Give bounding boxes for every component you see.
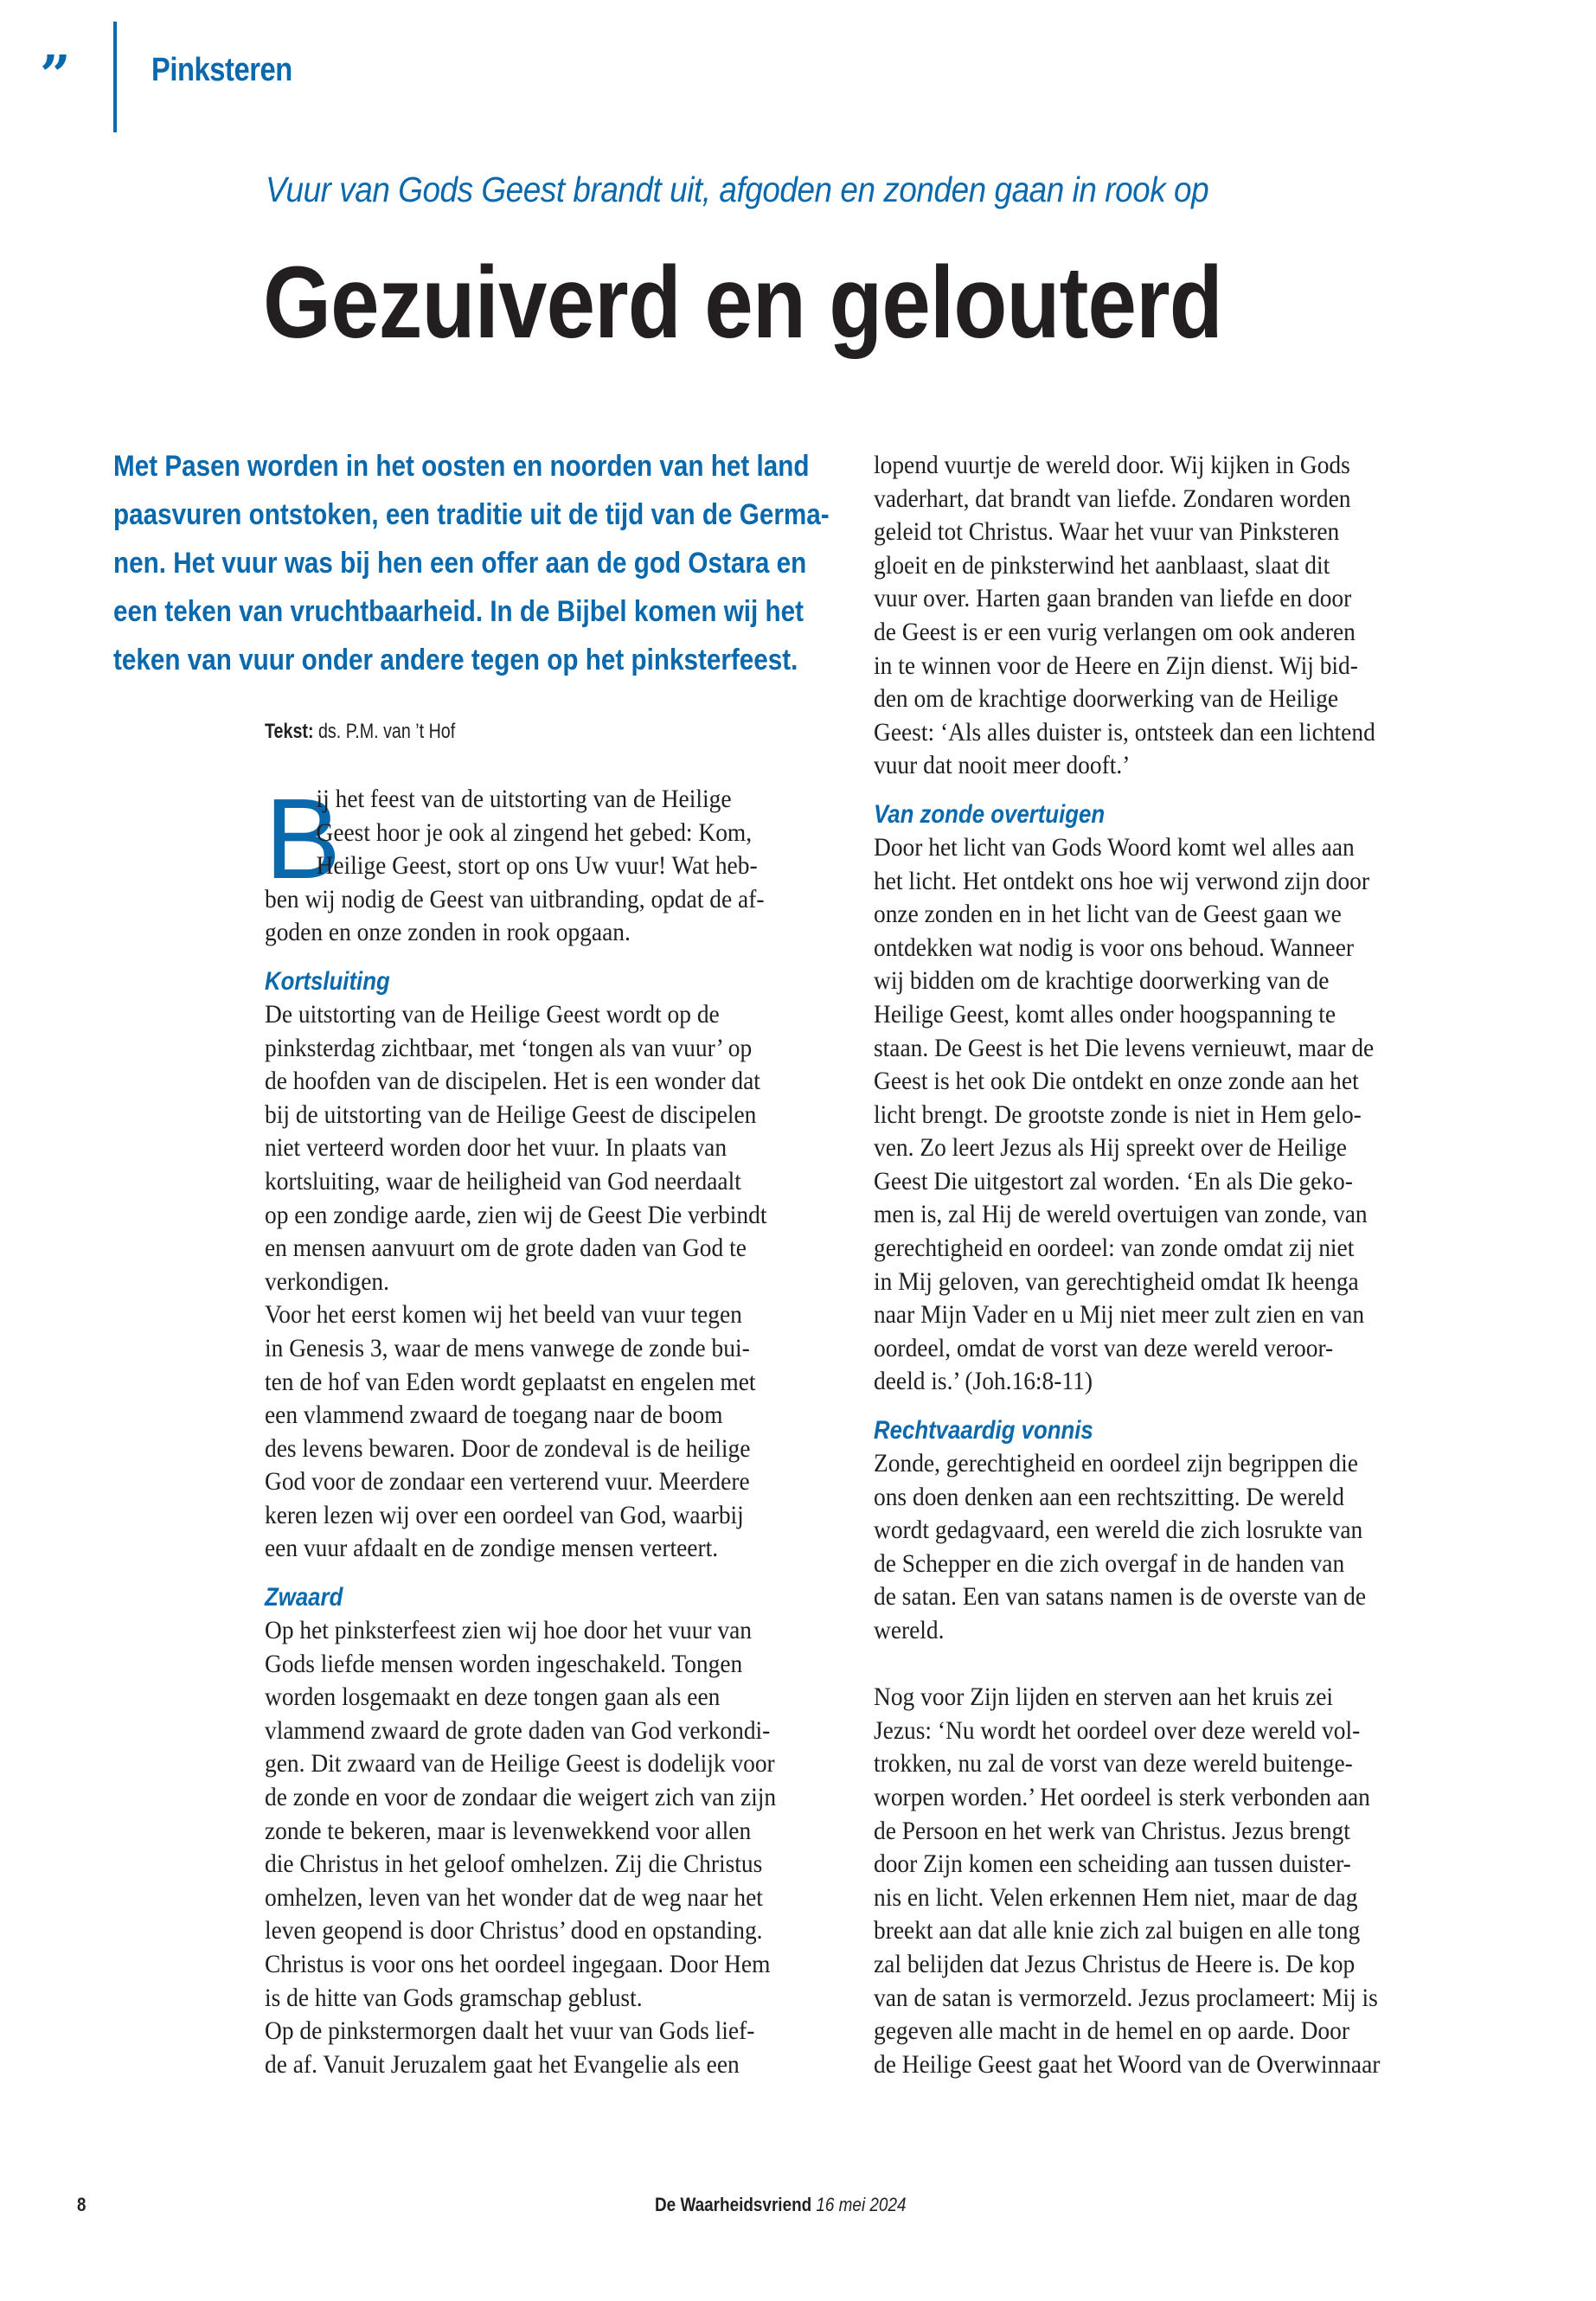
paragraph-line: bij de uitstorting van de Heilige Geest de discipelen — [265, 1100, 757, 1129]
paragraph-line: een vlammend zwaard de toegang naar de boom — [265, 1401, 723, 1430]
paragraph-line: door Zijn komen een scheiding aan tussen duister- — [874, 1850, 1351, 1879]
paragraph-line: Geest: ‘Als alles duister is, ontsteek dan een lichtend — [874, 718, 1375, 747]
paragraph-line: den om de krachtige doorwerking van de Heilige — [874, 685, 1339, 714]
paragraph-line: Door het licht van Gods Woord komt wel alles aan — [874, 833, 1355, 862]
paragraph-line: de zonde en voor de zondaar die weigert zich van zijn — [265, 1784, 777, 1812]
paragraph-line: verkondigen. — [265, 1267, 390, 1296]
paragraph-line: breekt aan dat alle knie zich zal buigen en alle tong — [874, 1917, 1361, 1945]
paragraph-line: naar Mijn Vader en u Mij niet meer zult zien en van — [874, 1301, 1365, 1330]
paragraph-line: Op de pinkstermorgen daalt het vuur van Gods lief- — [265, 2017, 755, 2046]
header-divider — [113, 22, 117, 132]
paragraph-line: in Mij geloven, van gerechtigheid omdat Ik heenga — [874, 1267, 1359, 1296]
section-heading: Zwaard — [265, 1583, 343, 1612]
byline-label: Tekst: — [265, 720, 314, 743]
paragraph-line: staan. De Geest is het Die levens vernieuwt, maar de — [874, 1034, 1375, 1062]
byline-author: ds. P.M. van ’t Hof — [317, 720, 456, 743]
paragraph-line: ven. Zo leert Jezus als Hij spreekt over de Heilige — [874, 1134, 1347, 1163]
drop-cap: B — [265, 775, 342, 902]
page-number: 8 — [77, 2194, 87, 2215]
paragraph-line: ontdekken wat nodig is voor ons behoud. Wanneer — [874, 933, 1355, 962]
paragraph-line: de Schepper en die zich overgaf in de handen van — [874, 1549, 1345, 1578]
paragraph-line: ben wij nodig de Geest van uitbranding, opdat de af- — [265, 885, 765, 913]
paragraph-line: omhelzen, leven van het wonder dat de weg naar het — [265, 1883, 763, 1912]
paragraph-line: in te winnen voor de Heere en Zijn dienst. Wij bid- — [874, 651, 1358, 680]
paragraph-line: Heilige Geest, stort op ons Uw vuur! Wat heb- — [316, 852, 758, 881]
section-heading: Van zonde overtuigen — [874, 799, 1106, 829]
paragraph-line: lopend vuurtje de wereld door. Wij kijken in Gods — [874, 452, 1350, 479]
paragraph-line: keren lezen wij over een oordeel van God, waarbij — [265, 1501, 744, 1529]
paragraph-line: God voor de zondaar een verterend vuur. Meerdere — [265, 1468, 750, 1497]
paragraph-line: des levens bewaren. Door de zondeval is de heilige — [265, 1434, 751, 1463]
paragraph-line: de satan. Een van satans namen is de overste van de — [874, 1583, 1367, 1612]
paragraph-line: van de satan is vermorzeld. Jezus proclameert: Mij is — [874, 1984, 1378, 2012]
paragraph-line: gloeit en de pinksterwind het aanblaast, slaat dit — [874, 551, 1330, 580]
paragraph-line: niet verteerd worden door het vuur. In plaats van — [265, 1134, 727, 1163]
paragraph-line: kortsluiting, waar de heiligheid van God neerdaalt — [265, 1167, 741, 1195]
paragraph-line: Geest hoor je ook al zingend het gebed: Kom, — [316, 818, 753, 847]
paragraph-line: Nog voor Zijn lijden en sterven aan het kruis zei — [874, 1683, 1334, 1712]
paragraph-line: de Geest is er een vurig verlangen om ook anderen — [874, 618, 1356, 646]
paragraph-line: trokken, nu zal de vorst van deze wereld buitenge- — [874, 1750, 1353, 1779]
column-right — [874, 449, 1471, 2081]
paragraph-line: licht brengt. De grootste zonde is niet in Hem gelo- — [874, 1100, 1362, 1129]
paragraph-line: deeld is.’ (Joh.16:8-11) — [874, 1368, 1093, 1396]
paragraph-line: gerechtigheid en oordeel: van zonde omdat zij niet — [874, 1234, 1355, 1263]
paragraph-line: vuur over. Harten gaan branden van liefde en door — [874, 585, 1352, 613]
paragraph-line: het licht. Het ontdekt ons hoe wij verwond zijn door — [874, 867, 1369, 895]
closing-quote-icon: ” — [40, 43, 66, 106]
intro-line: teken van vuur onder andere tegen op het pinksterfeest. — [113, 644, 798, 676]
intro-line: een teken van vruchtbaarheid. In de Bijbel komen wij het — [113, 595, 804, 628]
byline — [265, 720, 455, 744]
paragraph-line: vaderhart, dat brandt van liefde. Zondaren worden — [874, 484, 1351, 513]
paragraph-gap — [874, 1648, 1471, 1682]
column-left — [265, 775, 862, 2081]
paragraph-line: pinksterdag zichtbaar, met ‘tongen als van vuur’ op — [265, 1034, 753, 1062]
paragraph-line: goden en onze zonden in rook opgaan. — [265, 919, 631, 947]
paragraph-line: ij het feest van de uitstorting van de Heilige — [316, 785, 732, 813]
intro-line: nen. Het vuur was bij hen een offer aan de god Ostara en — [113, 547, 807, 580]
article-kicker: Vuur van Gods Geest brandt uit, afgoden en zonden gaan in rook op — [266, 170, 1209, 209]
paragraph-line: de Heilige Geest gaat het Woord van de Overwinnaar — [874, 2050, 1381, 2079]
paragraph-line: in Genesis 3, waar de mens vanwege de zonde bui- — [265, 1334, 750, 1362]
paragraph-line: Voor het eerst komen wij het beeld van vuur tegen — [265, 1301, 742, 1330]
paragraph-line: de Persoon en het werk van Christus. Jezus brengt — [874, 1817, 1350, 1845]
paragraph-line: gegeven alle macht in de hemel en op aarde. Door — [874, 2017, 1349, 2046]
paragraph-line: vuur dat nooit meer dooft.’ — [874, 752, 1131, 780]
paragraph-line: een vuur afdaalt en de zondige mensen verteert. — [265, 1535, 719, 1563]
paragraph-line: wordt gedagvaard, een wereld die zich losrukte van — [874, 1516, 1363, 1545]
paragraph-line: worden losgemaakt en deze tongen gaan als een — [265, 1683, 721, 1712]
section-label: Pinksteren — [151, 52, 292, 88]
paragraph-line: ten de hof van Eden wordt geplaatst en engelen met — [265, 1368, 756, 1396]
paragraph-line: Zonde, gerechtigheid en oordeel zijn begrippen die — [874, 1450, 1358, 1478]
paragraph-line: gen. Dit zwaard van de Heilige Geest is dodelijk voor — [265, 1750, 775, 1779]
paragraph-line: de hoofden van de discipelen. Het is een wonder dat — [265, 1067, 760, 1096]
paragraph-line: nis en licht. Velen erkennen Hem niet, maar de dag — [874, 1883, 1358, 1912]
paragraph-line: worpen worden.’ Het oordeel is sterk verbonden aan — [874, 1783, 1370, 1811]
paragraph-line: wereld. — [874, 1617, 945, 1644]
paragraph-line: oordeel, omdat de vorst van deze wereld veroor- — [874, 1334, 1334, 1362]
paragraph-line: op een zondige aarde, zien wij de Geest Die verbindt — [265, 1201, 767, 1229]
paragraph-line: wij bidden om de krachtige doorwerking van de — [874, 967, 1330, 996]
paragraph-line: Heilige Geest, komt alles onder hoogspanning te — [874, 1000, 1336, 1029]
paragraph-line: Gods liefde mensen worden ingeschakeld. Tongen — [265, 1650, 743, 1678]
article-intro — [113, 442, 831, 684]
paragraph-line: De uitstorting van de Heilige Geest wordt op de — [265, 1000, 720, 1029]
paragraph-line: Geest is het ook Die ontdekt en onze zonde aan het — [874, 1067, 1359, 1096]
paragraph-line: leven geopend is door Christus’ dood en opstanding. — [265, 1917, 763, 1945]
publication-name: De Waarheidsvriend — [655, 2194, 812, 2215]
paragraph-line: geleid tot Christus. Waar het vuur van Pinksteren — [874, 518, 1340, 547]
section-heading: Kortsluiting — [265, 966, 390, 996]
paragraph-line: en mensen aanvuurt om de grote daden van God te — [265, 1234, 747, 1263]
paragraph-line: die Christus in het geloof omhelzen. Zij die Christus — [265, 1850, 763, 1879]
paragraph-line: Christus is voor ons het oordeel ingegaan. Door Hem — [265, 1951, 771, 1978]
paragraph-line: is de hitte van Gods gramschap geblust. — [265, 1984, 643, 2012]
paragraph-line: zonde te bekeren, maar is levenwekkend voor allen — [265, 1817, 752, 1845]
paragraph-line: Jezus: ‘Nu wordt het oordeel over deze wereld vol- — [874, 1716, 1361, 1745]
paragraph-line: onze zonden en in het licht van de Geest gaan we — [874, 901, 1342, 929]
paragraph-line: ons doen denken aan een rechtszitting. De wereld — [874, 1483, 1344, 1511]
publication-date: 16 mei 2024 — [816, 2194, 907, 2215]
article-title: Gezuiverd en gelouterd — [263, 246, 1222, 360]
intro-line: Met Pasen worden in het oosten en noorden van het land — [113, 450, 810, 483]
paragraph-line: Geest Die uitgestort zal worden. ‘En als Die geko- — [874, 1167, 1353, 1195]
paragraph-line: de af. Vanuit Jeruzalem gaat het Evangelie als een — [265, 2050, 740, 2079]
section-heading: Rechtvaardig vonnis — [874, 1416, 1093, 1445]
paragraph-line: men is, zal Hij de wereld overtuigen van zonde, van — [874, 1201, 1368, 1229]
paragraph-line: vlammend zwaard de grote daden van God verkondi- — [265, 1716, 771, 1745]
footer-publication — [655, 2194, 907, 2216]
paragraph-line: zal belijden dat Jezus Christus de Heere is. De kop — [874, 1950, 1356, 1978]
intro-line: paasvuren ontstoken, een traditie uit de tijd van de Germa- — [113, 498, 830, 531]
paragraph-line: Op het pinksterfeest zien wij hoe door het vuur van — [265, 1617, 753, 1645]
